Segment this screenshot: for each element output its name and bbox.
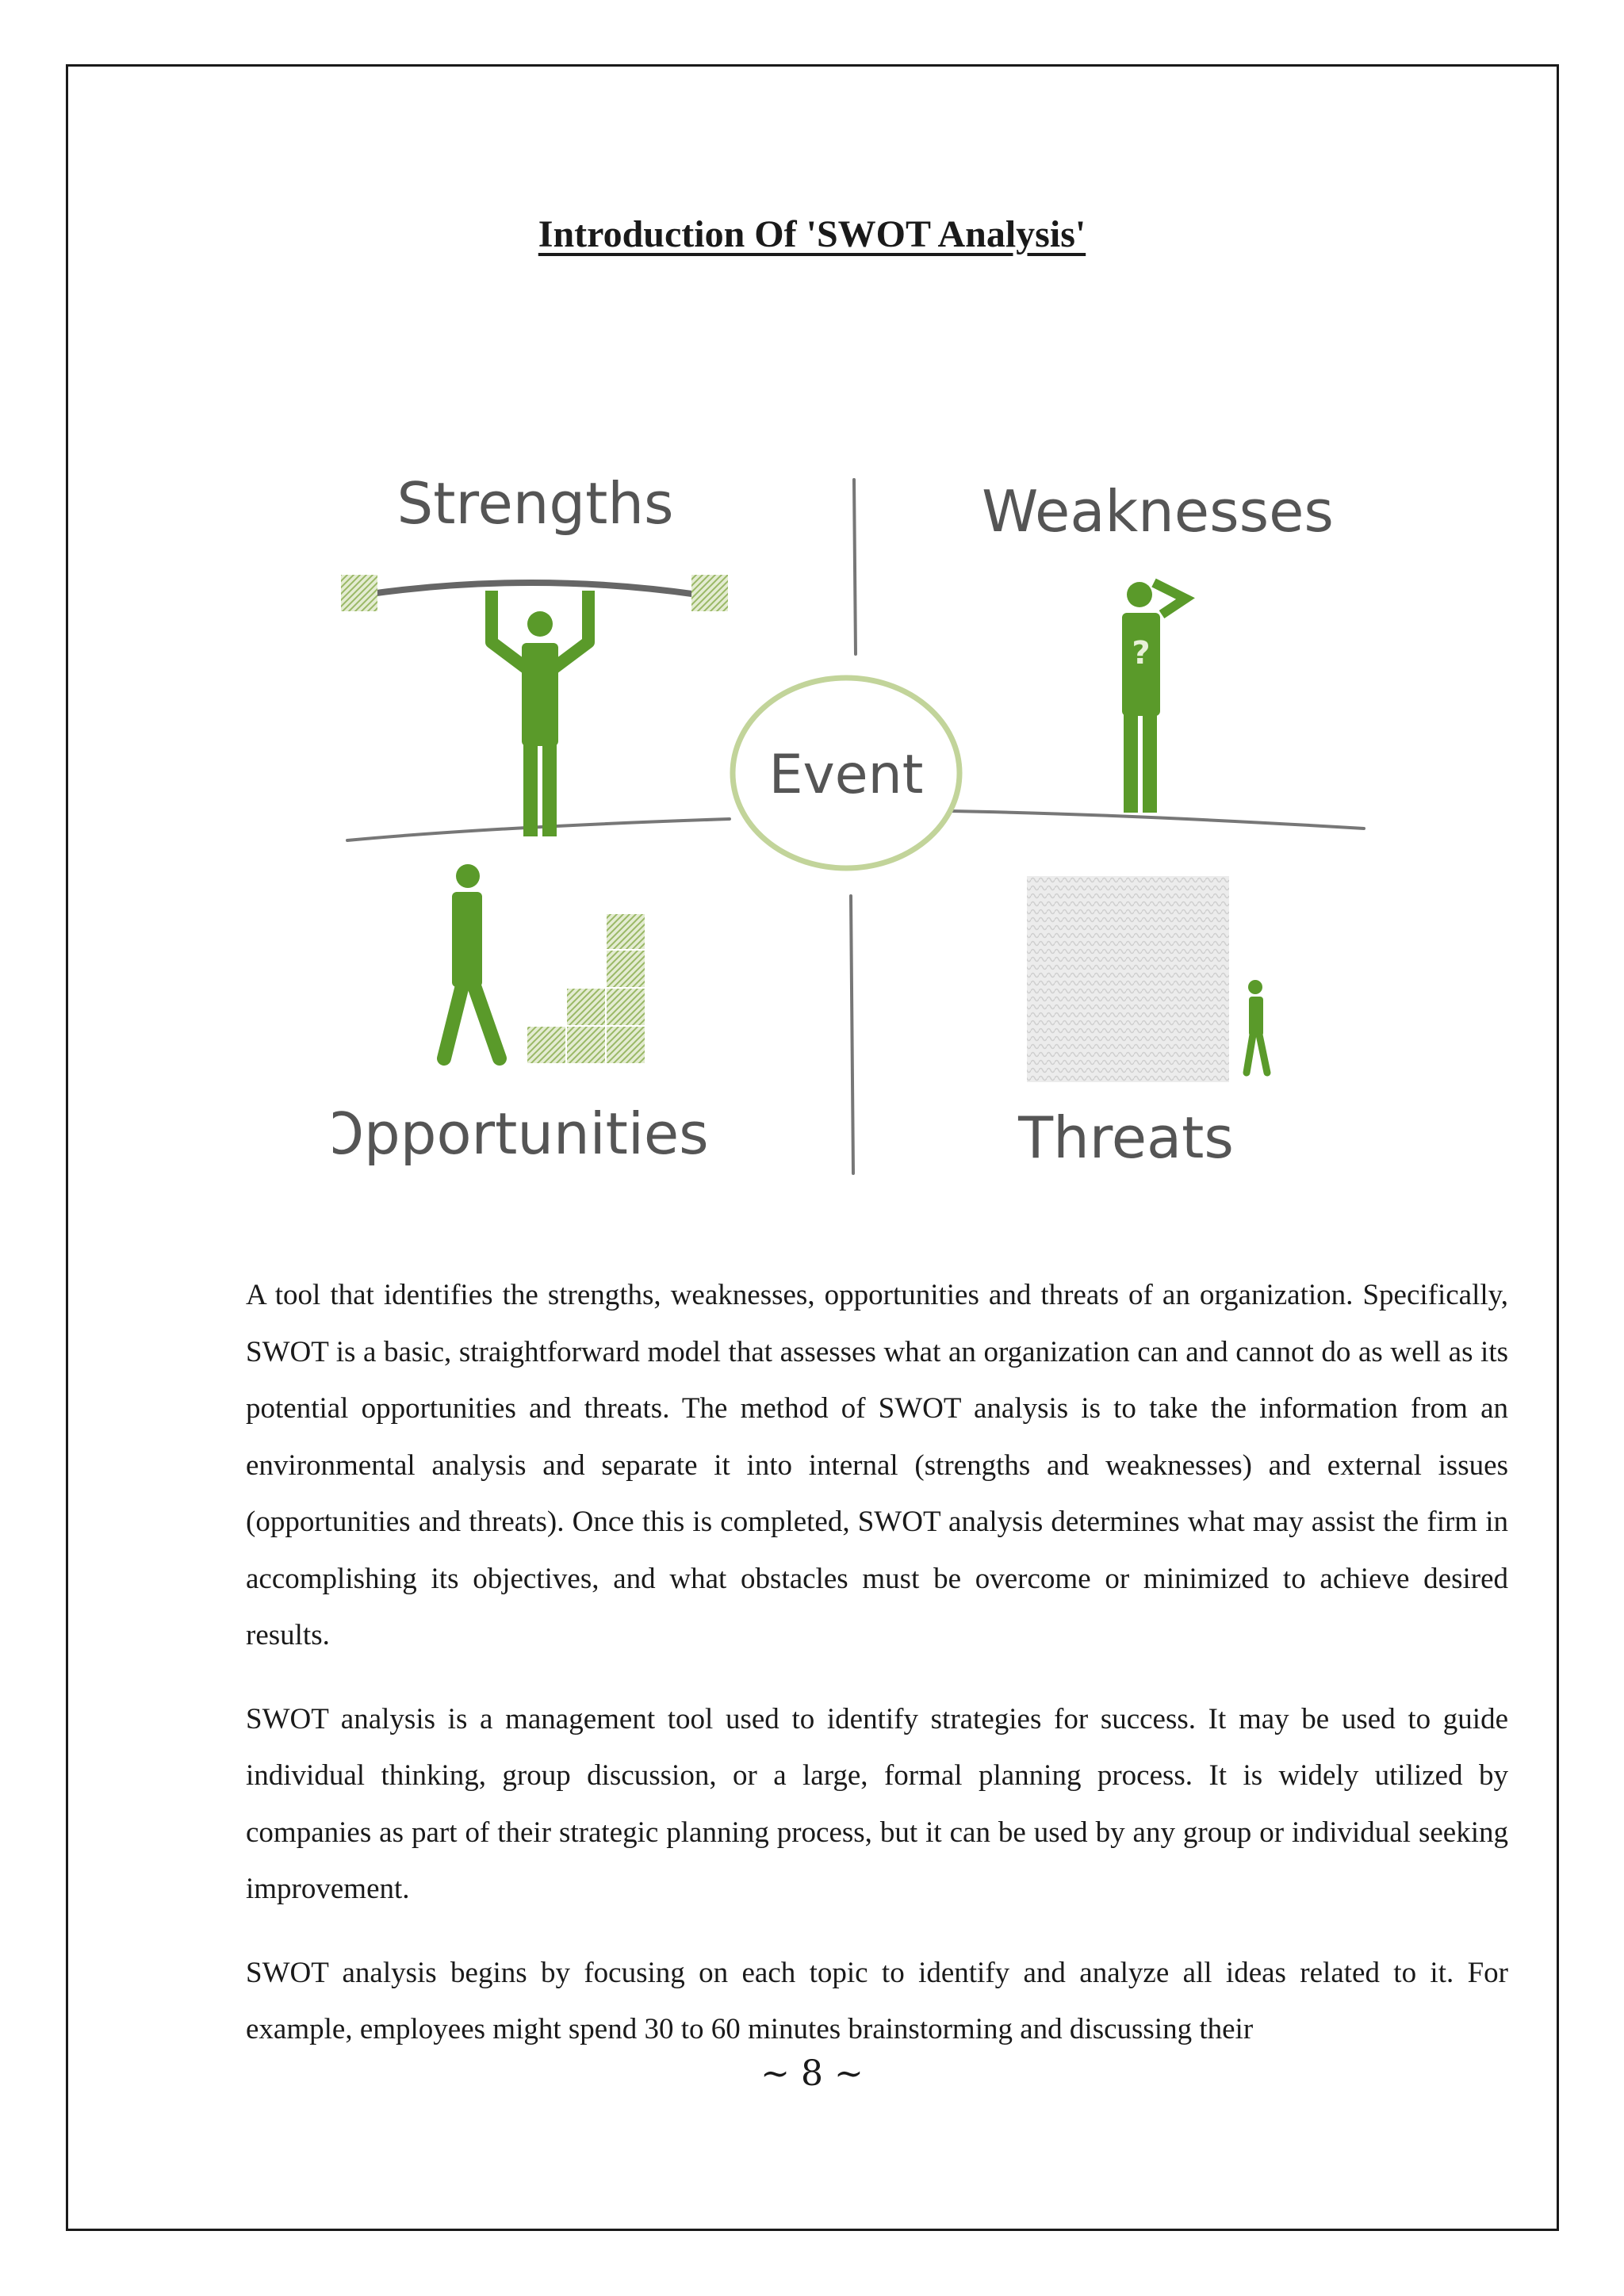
page-number: ~ 8 ~ (760, 2053, 864, 2094)
label-threats: Threats (1018, 1104, 1234, 1171)
threats-figure (1027, 876, 1267, 1082)
weaknesses-figure (1122, 582, 1185, 813)
label-event: Event (768, 744, 924, 806)
page-title: Introduction Of 'SWOT Analysis' (538, 213, 1086, 255)
swot-diagram (333, 456, 1380, 1185)
paragraph-1: A tool that identifies the strengths, weaknesses, opportunities and threats of an organization. Specifically, SWOT is a basic, straightforward model that assesses what an organization can and cannot do as well as its potential opportunities and threats. The method of SWOT analysis is to take the information from an environmental analysis and separate it into internal (strengths and weaknesses) and external issues (opportunities and threats). Once this is completed, SWOT analysis determines what may assist the firm in accomplishing its objectives, and what obstacles must be overcome or minimized to achieve desired results. (246, 1279, 1508, 1651)
label-weaknesses: Weaknesses (982, 478, 1334, 545)
paragraph-2: SWOT analysis is a management tool used to identify strategies for success. It may be used to guide individual thinking, group discussion, or a large, formal planning process. It is widely utilized by companies as part of their strategic planning process, but it can be used by any group or individual seeking improvement. (246, 1702, 1508, 1905)
body-text (246, 1267, 1508, 2085)
opportunities-figure (444, 864, 645, 1063)
label-strengths: Strengths (396, 470, 674, 537)
question-mark: ? (1132, 635, 1151, 672)
strengths-figure (341, 575, 728, 836)
event-circle (733, 678, 959, 868)
label-opportunities: Opportunities (333, 1100, 709, 1167)
paragraph-3: SWOT analysis begins by focusing on each topic to identify and analyze all ideas related to it. For example, employees might spend 30 to 60 minutes brainstorming and discussing their (246, 1956, 1508, 2045)
